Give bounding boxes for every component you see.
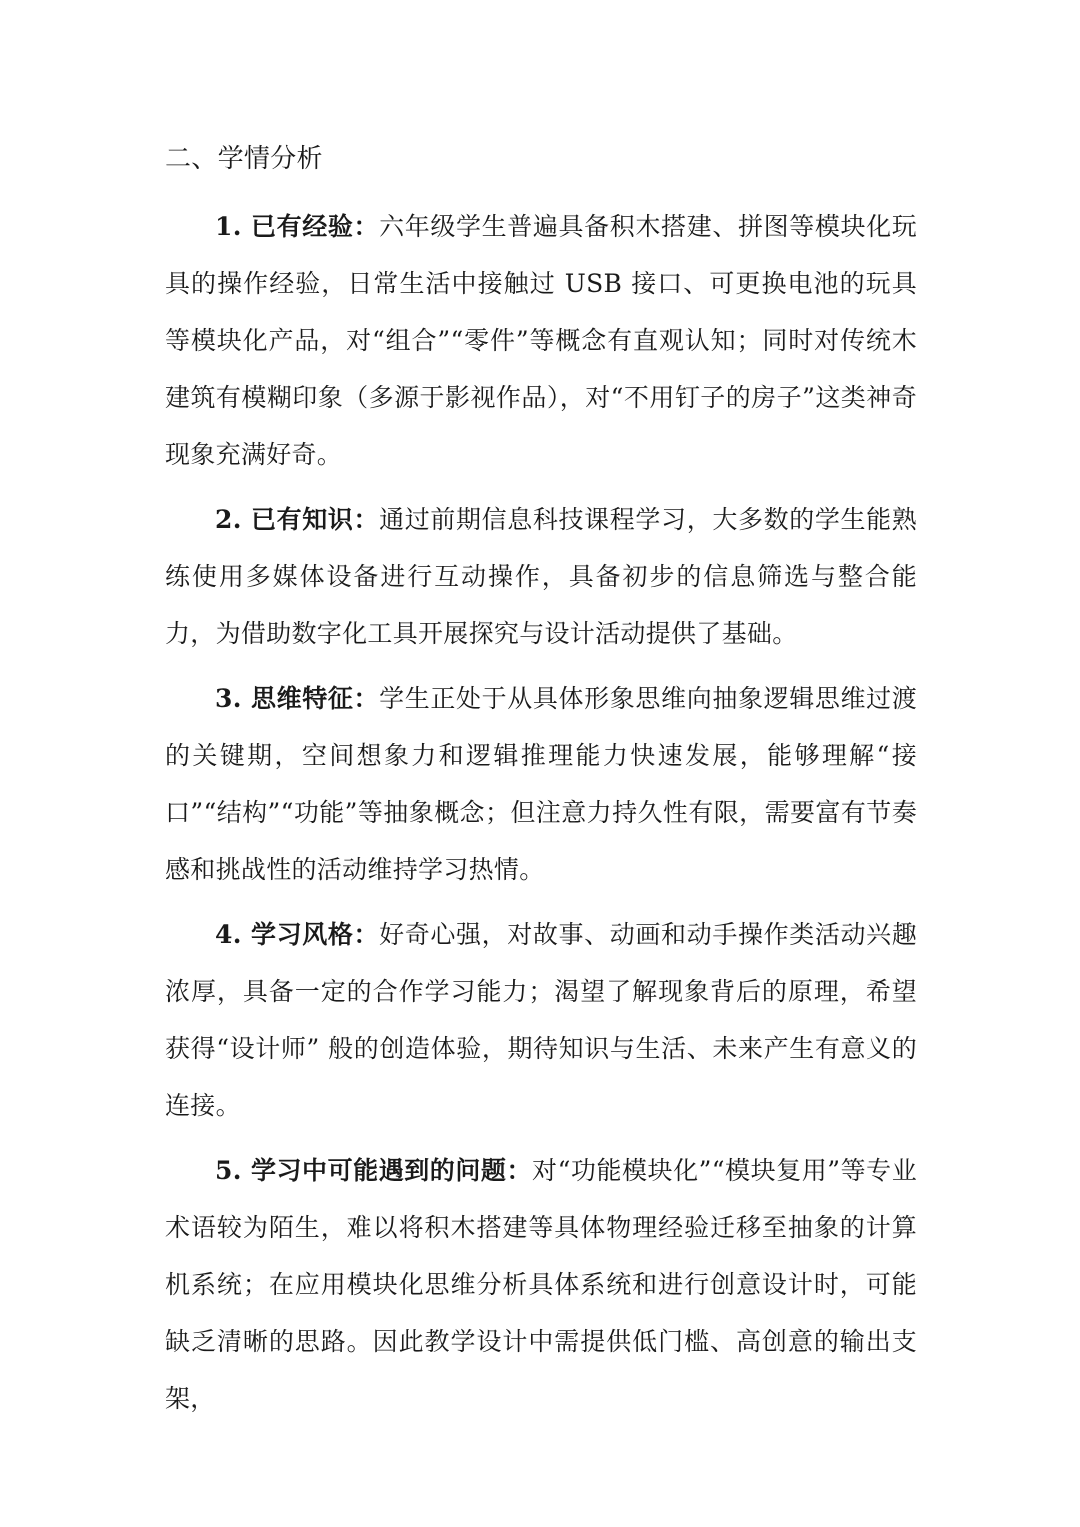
paragraph-text: 通过前期信息科技课程学习，大多数的学生能熟练使用多媒体设备进行互动操作，具备初步的信息筛选与整合能力，为借助数字化工具开展探究与设计活动提供了基础。 <box>165 505 918 648</box>
document-body <box>165 128 917 1435</box>
paragraph-text: 六年级学生普遍具备积木搭建、拼图等模块化玩具的操作经验，日常生活中接触过 USB 接口、可更换电池的玩具等模块化产品，对“组合”“零件”等概念有直观认知；同时对传统木建筑有模糊印象（多源于影视作品），对“不用钉子的房子”这类神奇现象充满好奇。 <box>165 212 918 469</box>
paragraph-learning-style <box>165 906 917 1134</box>
paragraph-knowledge <box>165 491 917 662</box>
paragraph-text: 好奇心强，对故事、动画和动手操作类活动兴趣浓厚，具备一定的合作学习能力；渴望了解现象背后的原理，希望获得“设计师” 般的创造体验，期待知识与生活、未来产生有意义的连接。 <box>165 920 918 1120</box>
paragraph-label: 1. 已有经验： <box>215 212 380 241</box>
paragraph-label: 2. 已有知识： <box>215 505 380 534</box>
paragraph-label: 5. 学习中可能遇到的问题： <box>215 1156 533 1185</box>
paragraph-text: 学生正处于从具体形象思维向抽象逻辑思维过渡的关键期，空间想象力和逻辑推理能力快速发展，能够理解“接口”“结构”“功能”等抽象概念；但注意力持久性有限，需要富有节奏感和挑战性的活动维持学习热情。 <box>165 684 918 884</box>
paragraph-experience <box>165 198 917 483</box>
section-heading: 二、学情分析 <box>165 144 323 174</box>
paragraph-label: 3. 思维特征： <box>215 684 380 713</box>
paragraph-problems <box>165 1142 917 1427</box>
paragraph-thinking <box>165 670 917 898</box>
paragraph-label: 4. 学习风格： <box>215 920 380 949</box>
paragraph-text: 对“功能模块化”“模块复用”等专业术语较为陌生，难以将积木搭建等具体物理经验迁移至抽象的计算机系统；在应用模块化思维分析具体系统和进行创意设计时，可能缺乏清晰的思路。因此教学设计中需提供低门槛、高创意的输出支架， <box>165 1156 917 1413</box>
